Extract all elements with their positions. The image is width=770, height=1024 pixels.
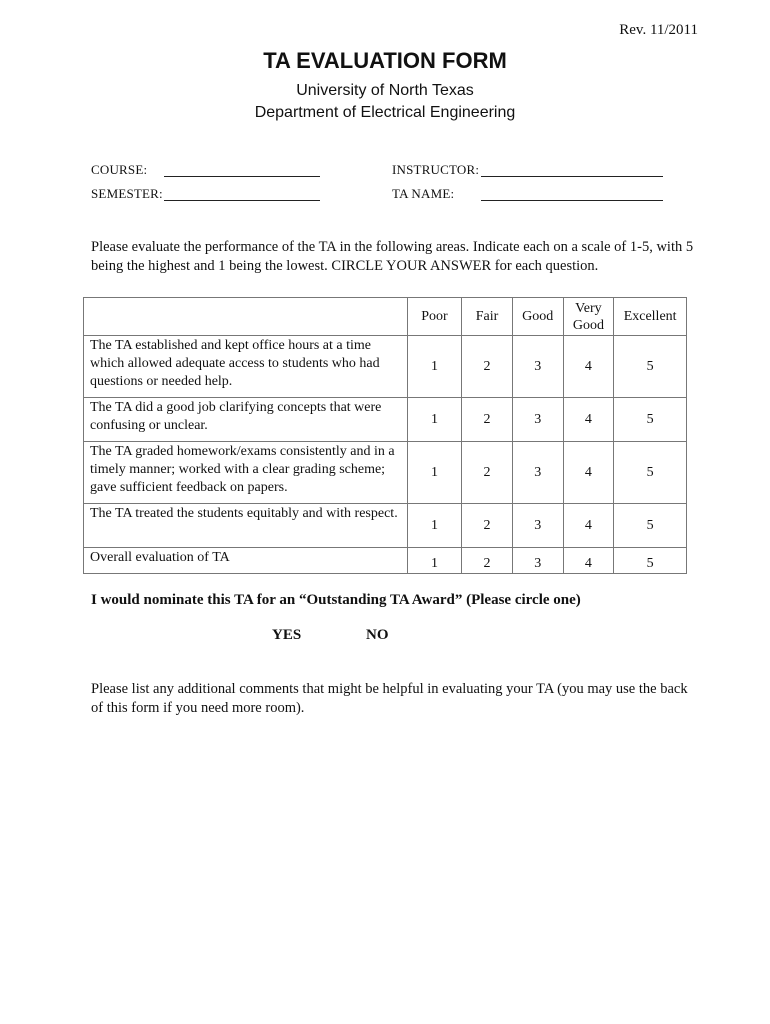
question-text: The TA established and kept office hours at a time which allowed adequate access to students who had questions or needed help. (84, 336, 408, 398)
instructions: Please evaluate the performance of the TA in the following areas. Indicate each on a scale of 1-5, with 5 being the highest and 1 being the lowest. CIRCLE YOUR ANSWER for each question. (91, 239, 694, 274)
column-header-poor: Poor (407, 298, 462, 336)
score-option[interactable]: 5 (614, 336, 687, 398)
table-row (84, 398, 687, 442)
course-label: COURSE: (91, 162, 148, 177)
department-name: Department of Electrical Engineering (254, 104, 516, 121)
question-text: The TA did a good job clarifying concepts that were confusing or unclear. (84, 398, 408, 442)
score-option[interactable]: 3 (512, 398, 563, 442)
table-row (84, 442, 687, 504)
score-option[interactable]: 2 (462, 504, 513, 548)
score-option[interactable]: 3 (512, 442, 563, 504)
score-option[interactable]: 4 (563, 548, 614, 574)
score-option[interactable]: 1 (407, 504, 462, 548)
revision-date: Rev. 11/2011 (619, 22, 698, 38)
ta-name-label: TA NAME: (392, 186, 455, 201)
score-option[interactable]: 4 (563, 442, 614, 504)
column-header-fair: Fair (462, 298, 513, 336)
score-option[interactable]: 2 (462, 548, 513, 574)
table-row (84, 336, 687, 398)
table-row (84, 504, 687, 548)
instructor-field[interactable] (481, 176, 663, 177)
score-option[interactable]: 3 (512, 504, 563, 548)
score-option[interactable]: 2 (462, 398, 513, 442)
score-option[interactable]: 1 (407, 336, 462, 398)
column-header-excellent: Excellent (614, 298, 687, 336)
course-field[interactable] (164, 176, 320, 177)
score-option[interactable]: 2 (462, 442, 513, 504)
table-header-row (84, 298, 687, 336)
score-option[interactable]: 4 (563, 504, 614, 548)
score-option[interactable]: 1 (407, 398, 462, 442)
score-option[interactable]: 5 (614, 504, 687, 548)
nominate-no-option[interactable]: NO (366, 627, 389, 643)
question-text: The TA graded homework/exams consistently and in a timely manner; worked with a clear grading scheme; gave sufficient feedback on papers. (84, 442, 408, 504)
rating-table (83, 297, 687, 574)
score-option[interactable]: 3 (512, 548, 563, 574)
score-option[interactable]: 1 (407, 442, 462, 504)
score-option[interactable]: 1 (407, 548, 462, 574)
semester-label: SEMESTER: (91, 186, 163, 201)
university-name: University of North Texas (296, 82, 474, 99)
score-option[interactable]: 2 (462, 336, 513, 398)
ta-name-field[interactable] (481, 200, 663, 201)
semester-field[interactable] (164, 200, 320, 201)
score-option[interactable]: 5 (614, 548, 687, 574)
score-option[interactable]: 4 (563, 336, 614, 398)
question-header-cell (84, 298, 408, 336)
question-text: Overall evaluation of TA (84, 548, 408, 574)
score-option[interactable]: 5 (614, 398, 687, 442)
score-option[interactable]: 3 (512, 336, 563, 398)
score-option[interactable]: 5 (614, 442, 687, 504)
nomination-question: I would nominate this TA for an “Outstanding TA Award” (Please circle one) (91, 592, 581, 608)
question-text: The TA treated the students equitably and with respect. (84, 504, 408, 548)
column-header-very-good: Very Good (563, 298, 614, 336)
comments-prompt: Please list any additional comments that might be helpful in evaluating your TA (you may use the back of this form if you need more room). (91, 681, 688, 716)
nominate-yes-option[interactable]: YES (272, 627, 302, 643)
table-row (84, 548, 687, 574)
column-header-good: Good (512, 298, 563, 336)
score-option[interactable]: 4 (563, 398, 614, 442)
instructor-label: INSTRUCTOR: (392, 162, 480, 177)
form-title: TA EVALUATION FORM (263, 48, 507, 73)
